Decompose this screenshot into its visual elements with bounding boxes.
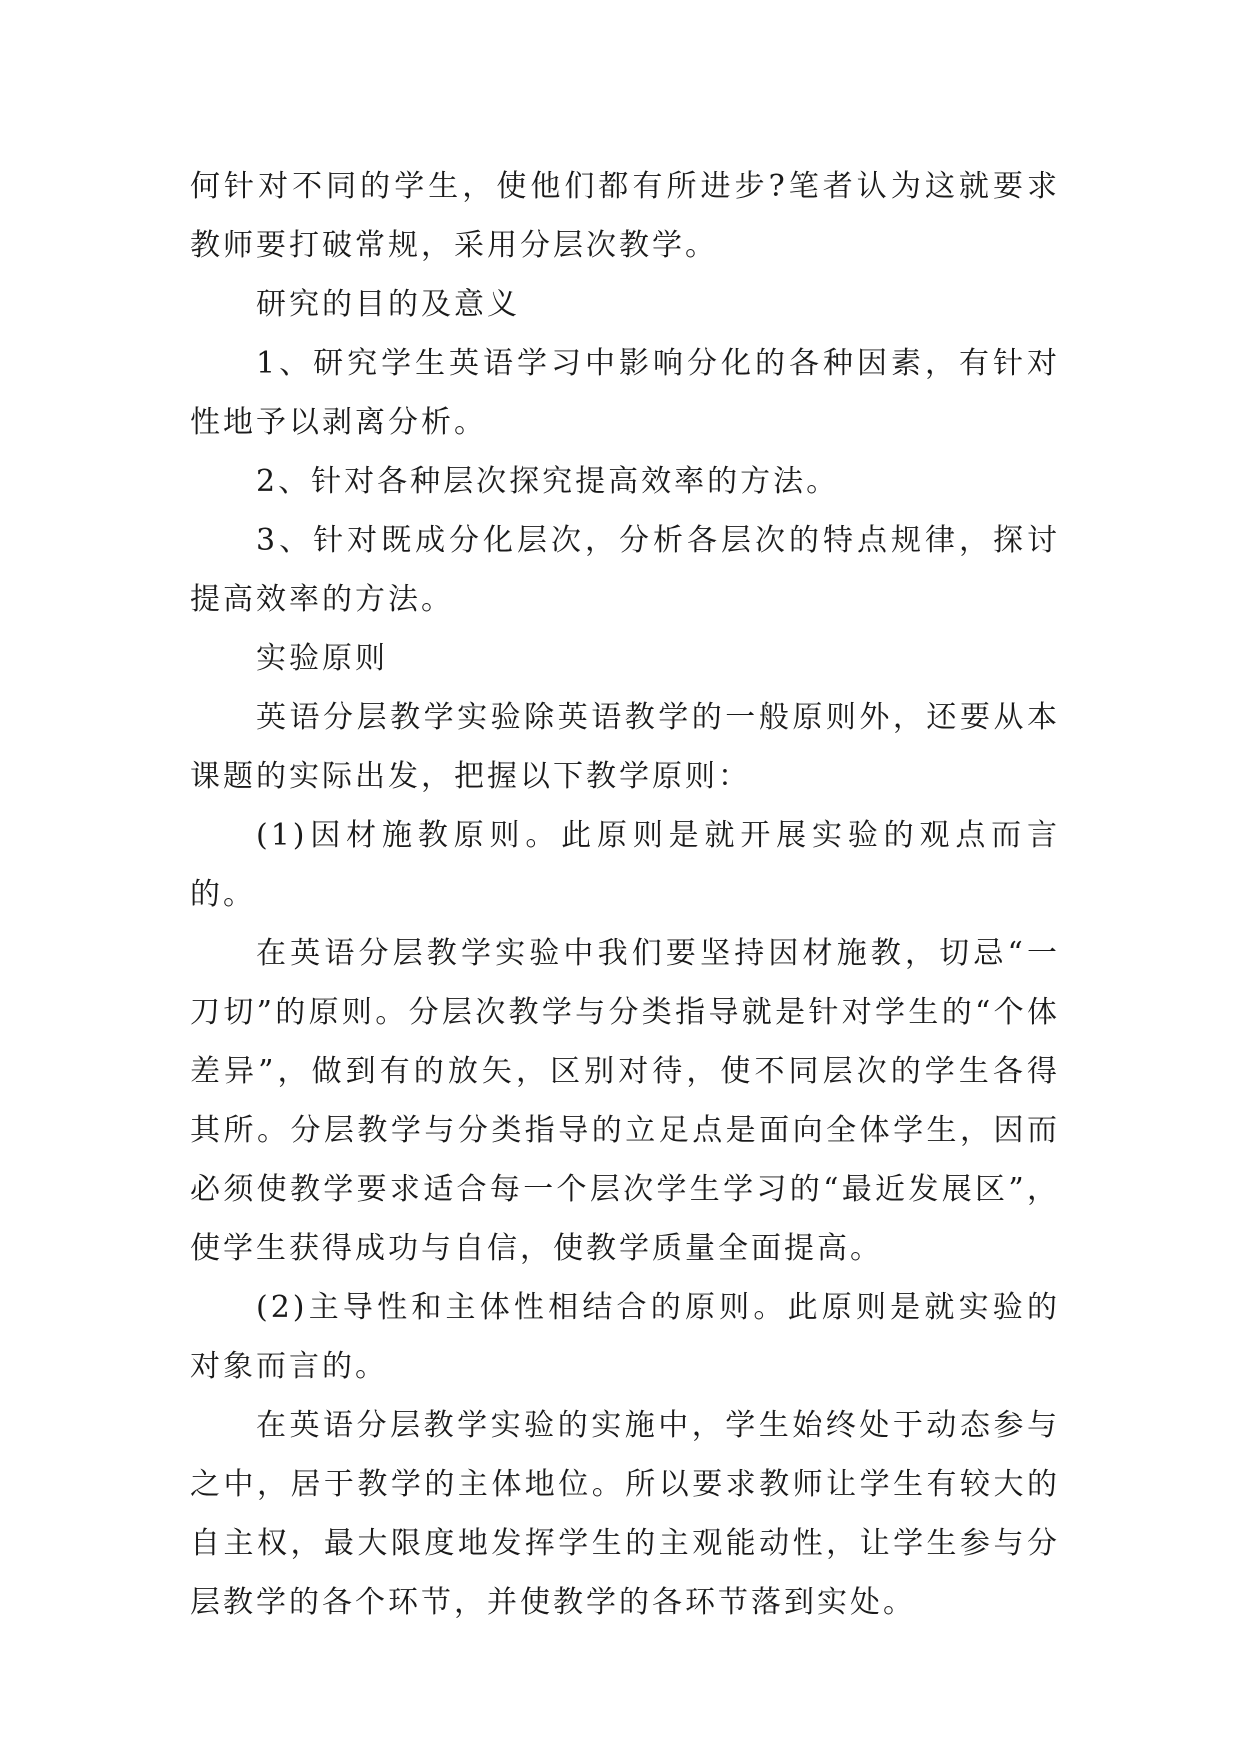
- list-item-1: 1、研究学生英语学习中影响分化的各种因素，有针对性地予以剥离分析。: [190, 346, 1060, 440]
- section-heading-research-purpose: 研究的目的及意义: [256, 287, 520, 322]
- list-item-2: 2、针对各种层次探究提高效率的方法。: [256, 464, 840, 499]
- paragraph-principles-intro: 英语分层教学实验除英语教学的一般原则外，还要从本课题的实际出发，把握以下教学原则：: [190, 700, 1060, 794]
- list-item-3: 3、针对既成分化层次，分析各层次的特点规律，探讨提高效率的方法。: [190, 523, 1060, 617]
- paragraph-principle-1-body: 在英语分层教学实验中我们要坚持因材施教，切忌“一刀切”的原则。分层次教学与分类指导就是针对学生的“个体差异”，做到有的放矢，区别对待，使不同层次的学生各得其所。分层教学与分类指导的立足点是面向全体学生，因而必须使教学要求适合每一个层次学生学习的“最近发展区”，使学生获得成功与自信，使教学质量全面提高。: [190, 936, 1060, 1266]
- principle-2-title: (2)主导性和主体性相结合的原则。此原则是就实验的对象而言的。: [190, 1290, 1060, 1384]
- paragraph-principle-2-body: 在英语分层教学实验的实施中，学生始终处于动态参与之中，居于教学的主体地位。所以要求教师让学生有较大的自主权，最大限度地发挥学生的主观能动性，让学生参与分层教学的各个环节，并使教学的各环节落到实处。: [190, 1408, 1060, 1620]
- document-body: [190, 157, 1060, 1632]
- paragraph-continuation: 何针对不同的学生，使他们都有所进步?笔者认为这就要求教师要打破常规，采用分层次教学。: [190, 169, 1060, 263]
- principle-1-title: (1)因材施教原则。此原则是就开展实验的观点而言的。: [190, 818, 1060, 912]
- section-heading-experiment-principles: 实验原则: [256, 641, 388, 676]
